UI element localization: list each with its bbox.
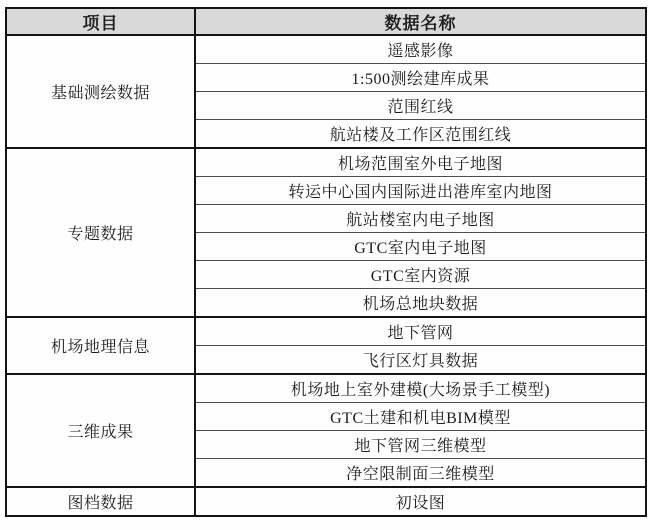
category-cell: 三维成果 (6, 374, 195, 487)
data-cell: 地下管网三维模型 (195, 431, 646, 459)
data-cell: 航站楼室内电子地图 (195, 205, 646, 233)
data-cell: 地下管网 (195, 317, 646, 346)
data-cell: 机场地上室外建模(大场景手工模型) (195, 374, 646, 403)
data-cell: 转运中心国内国际进出港库室内地图 (195, 177, 646, 205)
data-cell: GTC土建和机电BIM模型 (195, 403, 646, 431)
data-cell: 机场总地块数据 (195, 289, 646, 318)
data-cell: 机场范围室外电子地图 (195, 148, 646, 177)
data-cell: GTC室内资源 (195, 261, 646, 289)
table-row (6, 148, 646, 177)
data-cell: 遥感影像 (195, 35, 646, 64)
header-row (6, 8, 646, 35)
category-cell: 基础测绘数据 (6, 35, 195, 148)
table-row (6, 317, 646, 346)
data-cell: 初设图 (195, 487, 646, 516)
data-cell: 净空限制面三维模型 (195, 459, 646, 488)
data-cell: 1:500测绘建库成果 (195, 64, 646, 92)
table-row (6, 35, 646, 64)
data-cell: 范围红线 (195, 92, 646, 120)
column-header-item: 项目 (6, 8, 195, 35)
data-inventory-table (5, 7, 647, 517)
column-header-data-name: 数据名称 (195, 8, 646, 35)
data-cell: 航站楼及工作区范围红线 (195, 120, 646, 149)
data-cell: GTC室内电子地图 (195, 233, 646, 261)
table-row (6, 374, 646, 403)
table-row (6, 487, 646, 516)
data-cell: 飞行区灯具数据 (195, 346, 646, 375)
category-cell: 专题数据 (6, 148, 195, 317)
category-cell: 机场地理信息 (6, 317, 195, 374)
category-cell: 图档数据 (6, 487, 195, 516)
